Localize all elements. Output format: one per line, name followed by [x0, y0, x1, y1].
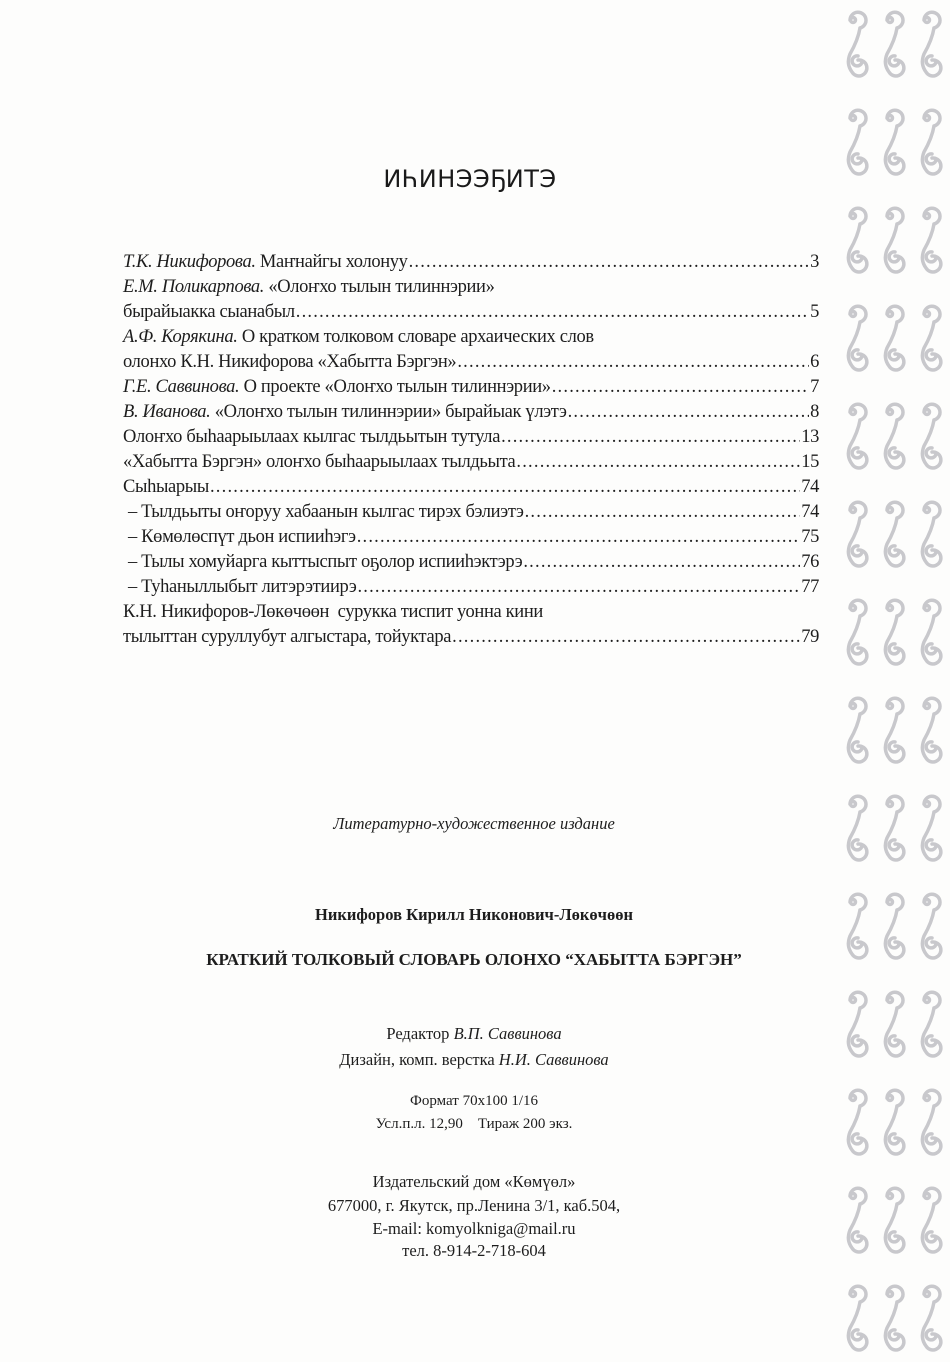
design-label: Дизайн, комп. верстка — [339, 1050, 499, 1069]
toc-entry — [123, 275, 819, 300]
toc-page-number: 8 — [810, 402, 819, 422]
toc-entry-title: – Тылы хомуйарга кыттыспыт оҕолор испииһэктэрэ — [128, 552, 523, 572]
toc-page-number: 75 — [801, 527, 819, 547]
dot-leader — [357, 575, 800, 600]
toc-entry-title: «Олоҥхо тылын тилиннэрии» бырайыак үлэтэ — [210, 402, 567, 422]
design-name: Н.И. Саввинова — [498, 1050, 609, 1069]
toc-entry — [123, 425, 819, 450]
design-line — [0, 1050, 948, 1070]
toc-entry-text — [123, 625, 451, 650]
toc-entry-text — [128, 575, 356, 600]
toc-entry-text — [123, 350, 456, 375]
publisher-email: E-mail: komyolkniga@mail.ru — [372, 1219, 576, 1238]
toc-entry — [123, 475, 819, 500]
dot-leader — [296, 300, 809, 325]
toc-entry-title-continued: олонхо К.Н. Никифорова «Хабытта Бэргэн» — [123, 352, 457, 372]
toc-page-number: 15 — [801, 452, 819, 472]
dot-leader — [457, 350, 809, 375]
toc-entry — [123, 625, 819, 650]
toc-entry-author: В. Иванова. — [123, 402, 211, 422]
toc-entry — [123, 575, 819, 600]
dot-leader — [357, 525, 801, 550]
toc-entry-author: А.Ф. Корякина. — [123, 327, 238, 347]
toc-entry-title: Сыһыарыы — [123, 477, 209, 497]
toc-page-number: 79 — [801, 627, 819, 647]
dot-leader — [409, 250, 810, 275]
toc-entry-title-continued: тылыттан суруллубут алгыстара, тойуктара — [123, 627, 452, 647]
toc-page-number: 6 — [810, 352, 819, 372]
publisher-phone: тел. 8-914-2-718-604 — [402, 1241, 546, 1260]
print-info: Усл.п.л. 12,90 Тираж 200 экз. — [375, 1116, 573, 1132]
format-info: Формат 70х100 1/16 — [409, 1093, 538, 1109]
toc-page-number: 3 — [810, 252, 819, 272]
toc-entry — [123, 375, 819, 400]
toc-entry-title: О кратком толковом словаре архаических слов — [237, 327, 594, 347]
editor-label: Редактор — [386, 1024, 454, 1043]
toc-entry — [123, 300, 819, 325]
toc-entry — [123, 500, 819, 525]
toc-entry-text — [123, 600, 543, 625]
publisher-address: 677000, г. Якутск, пр.Ленина 3/1, каб.504, — [327, 1196, 621, 1215]
editor-name: В.П. Саввинова — [453, 1024, 562, 1043]
toc-entry-title: О проекте «Олоҥхо тылын тилиннэрии» — [239, 377, 551, 397]
dot-leader — [452, 625, 800, 650]
table-of-contents — [123, 250, 819, 650]
dot-leader — [568, 400, 810, 425]
dot-leader — [210, 475, 800, 500]
toc-entry-text — [123, 425, 500, 450]
toc-page-number: 74 — [801, 502, 819, 522]
page-title: ИҺИНЭЭҔИТЭ — [383, 165, 557, 193]
toc-entry — [123, 550, 819, 575]
toc-entry-text — [123, 450, 515, 475]
toc-entry-author: Е.М. Поликарпова. — [123, 277, 265, 297]
toc-entry-text — [123, 250, 408, 275]
toc-entry-text — [123, 400, 567, 425]
decorative-ornament-border — [838, 0, 950, 1362]
toc-entry-author: Т.К. Никифорова. — [123, 252, 256, 272]
toc-entry — [123, 450, 819, 475]
toc-entry-title: – Көмөлөспүт дьон испииһэгэ — [128, 527, 356, 547]
toc-entry-title: – Тылдьыты оҥоруу хабаанын кылгас тирэх бэлиэтэ — [128, 502, 524, 522]
toc-entry-text — [123, 300, 295, 325]
toc-entry-title: К.Н. Никифоров-Лөкөчөөн сурукка тиспит уонна кини — [123, 602, 543, 622]
toc-entry-title: Маҥнайгы холонуу — [255, 252, 408, 272]
toc-entry — [123, 525, 819, 550]
toc-entry-text — [123, 325, 594, 350]
toc-entry-title: «Олоҥхо тылын тилиннэрии» — [264, 277, 495, 297]
toc-entry-text — [123, 375, 551, 400]
toc-page-number: 13 — [801, 427, 819, 447]
toc-entry-text — [123, 475, 209, 500]
book-title: КРАТКИЙ ТОЛКОВЫЙ СЛОВАРЬ ОЛОНХО “ХАБЫТТА БЭРГЭН” — [206, 950, 742, 969]
dot-leader — [523, 550, 800, 575]
toc-entry-text — [128, 525, 356, 550]
dot-leader — [552, 375, 809, 400]
book-author: Никифоров Кирилл Никонович-Лөкөчөөн — [315, 905, 633, 924]
toc-entry-author: Г.Е. Саввинова. — [123, 377, 240, 397]
toc-entry-text — [123, 275, 495, 300]
publisher: Издательский дом «Көмүөл» — [372, 1172, 576, 1191]
dot-leader — [516, 450, 800, 475]
dot-leader — [525, 500, 801, 525]
toc-entry-title: Олоҥхо быһаарыылаах кылгас тылдьытын тутула — [123, 427, 501, 447]
toc-page-number: 5 — [810, 302, 819, 322]
edition-type: Литературно-художественное издание — [333, 814, 615, 833]
toc-page-number: 7 — [810, 377, 819, 397]
toc-entry-text — [128, 550, 522, 575]
toc-page-number: 74 — [801, 477, 819, 497]
toc-entry-title: «Хабытта Бэргэн» олоҥхо быһаарыылаах тылдьыта — [123, 452, 516, 472]
toc-page-number: 77 — [801, 577, 819, 597]
toc-entry — [123, 600, 819, 625]
toc-entry — [123, 350, 819, 375]
toc-entry-text — [128, 500, 524, 525]
toc-entry-title-continued: бырайыакка сыанабыл — [123, 302, 295, 322]
dot-leader — [501, 425, 800, 450]
toc-entry-title: – Туһаныллыбыт литэрэтиирэ — [128, 577, 357, 597]
toc-entry — [123, 325, 819, 350]
toc-entry — [123, 400, 819, 425]
toc-page-number: 76 — [801, 552, 819, 572]
editor-line — [0, 1024, 948, 1044]
toc-entry — [123, 250, 819, 275]
